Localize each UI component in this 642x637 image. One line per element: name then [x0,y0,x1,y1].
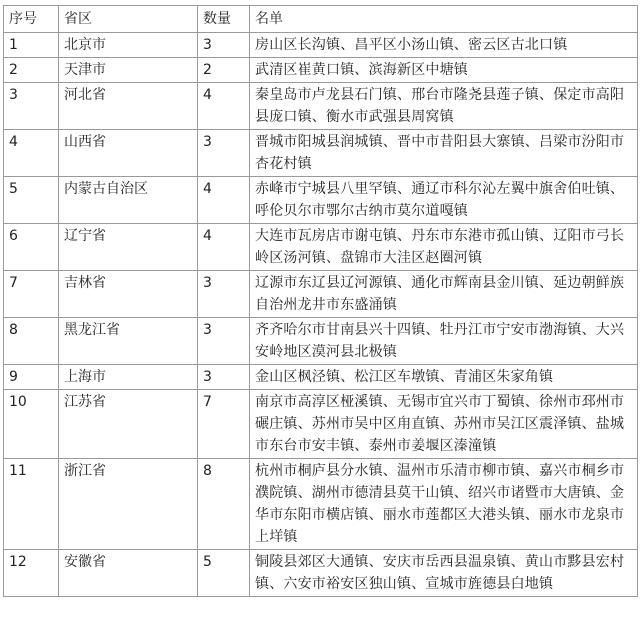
table-row [4,459,638,550]
cell-count: 3 [198,318,250,365]
table-row [4,318,638,365]
cell-names: 辽源市东辽县辽河源镇、通化市辉南县金川镇、延边朝鲜族自治州龙井市东盛涌镇 [250,271,638,318]
cell-index: 2 [4,58,59,83]
cell-province: 内蒙古自治区 [59,177,198,224]
cell-province: 安徽省 [59,550,198,597]
cell-count: 8 [198,459,250,550]
cell-index: 1 [4,33,59,58]
cell-province: 辽宁省 [59,224,198,271]
cell-names: 晋城市阳城县润城镇、晋中市昔阳县大寨镇、吕梁市汾阳市杏花村镇 [250,130,638,177]
cell-province: 浙江省 [59,459,198,550]
cell-province: 山西省 [59,130,198,177]
table-row [4,177,638,224]
cell-count: 4 [198,83,250,130]
table-row [4,83,638,130]
cell-index: 12 [4,550,59,597]
cell-count: 2 [198,58,250,83]
cell-names: 南京市高淳区桠溪镇、无锡市宜兴市丁蜀镇、徐州市邳州市碾庄镇、苏州市吴中区甪直镇、苏州市吴江区震泽镇、盐城市东台市安丰镇、泰州市姜堰区溱潼镇 [250,390,638,459]
cell-province: 上海市 [59,365,198,390]
cell-count: 5 [198,550,250,597]
cell-province: 北京市 [59,33,198,58]
cell-count: 7 [198,390,250,459]
cell-index: 11 [4,459,59,550]
table-row [4,224,638,271]
cell-names: 赤峰市宁城县八里罕镇、通辽市科尔沁左翼中旗舍伯吐镇、呼伦贝尔市鄂尔古纳市莫尔道嘎镇 [250,177,638,224]
header-index: 序号 [4,6,59,33]
cell-names: 齐齐哈尔市甘南县兴十四镇、牡丹江市宁安市渤海镇、大兴安岭地区漠河县北极镇 [250,318,638,365]
cell-count: 3 [198,365,250,390]
table-header-row [4,6,638,33]
cell-index: 7 [4,271,59,318]
header-province: 省区 [59,6,198,33]
table-row [4,271,638,318]
cell-index: 3 [4,83,59,130]
cell-names: 大连市瓦房店市谢屯镇、丹东市东港市孤山镇、辽阳市弓长岭区汤河镇、盘锦市大洼区赵圈河镇 [250,224,638,271]
table-body [4,33,638,597]
cell-index: 5 [4,177,59,224]
cell-province: 天津市 [59,58,198,83]
cell-index: 8 [4,318,59,365]
cell-province: 黑龙江省 [59,318,198,365]
cell-names: 房山区长沟镇、昌平区小汤山镇、密云区古北口镇 [250,33,638,58]
cell-province: 吉林省 [59,271,198,318]
cell-province: 江苏省 [59,390,198,459]
cell-count: 3 [198,271,250,318]
cell-index: 6 [4,224,59,271]
cell-index: 9 [4,365,59,390]
table-row [4,550,638,597]
table-row [4,58,638,83]
cell-province: 河北省 [59,83,198,130]
cell-names: 武清区崔黄口镇、滨海新区中塘镇 [250,58,638,83]
header-count: 数量 [198,6,250,33]
table-row [4,130,638,177]
table-row [4,365,638,390]
cell-names: 秦皇岛市卢龙县石门镇、邢台市隆尧县莲子镇、保定市高阳县庞口镇、衡水市武强县周窝镇 [250,83,638,130]
town-list-table [3,5,638,597]
table-row [4,390,638,459]
cell-count: 4 [198,224,250,271]
cell-names: 金山区枫泾镇、松江区车墩镇、青浦区朱家角镇 [250,365,638,390]
table-row [4,33,638,58]
cell-count: 4 [198,177,250,224]
cell-index: 10 [4,390,59,459]
cell-count: 3 [198,33,250,58]
header-names: 名单 [250,6,638,33]
cell-names: 铜陵县郊区大通镇、安庆市岳西县温泉镇、黄山市黟县宏村镇、六安市裕安区独山镇、宣城市旌德县白地镇 [250,550,638,597]
cell-names: 杭州市桐庐县分水镇、温州市乐清市柳市镇、嘉兴市桐乡市濮院镇、湖州市德清县莫干山镇、绍兴市诸暨市大唐镇、金华市东阳市横店镇、丽水市莲都区大港头镇、丽水市龙泉市上垟镇 [250,459,638,550]
cell-count: 3 [198,130,250,177]
cell-index: 4 [4,130,59,177]
